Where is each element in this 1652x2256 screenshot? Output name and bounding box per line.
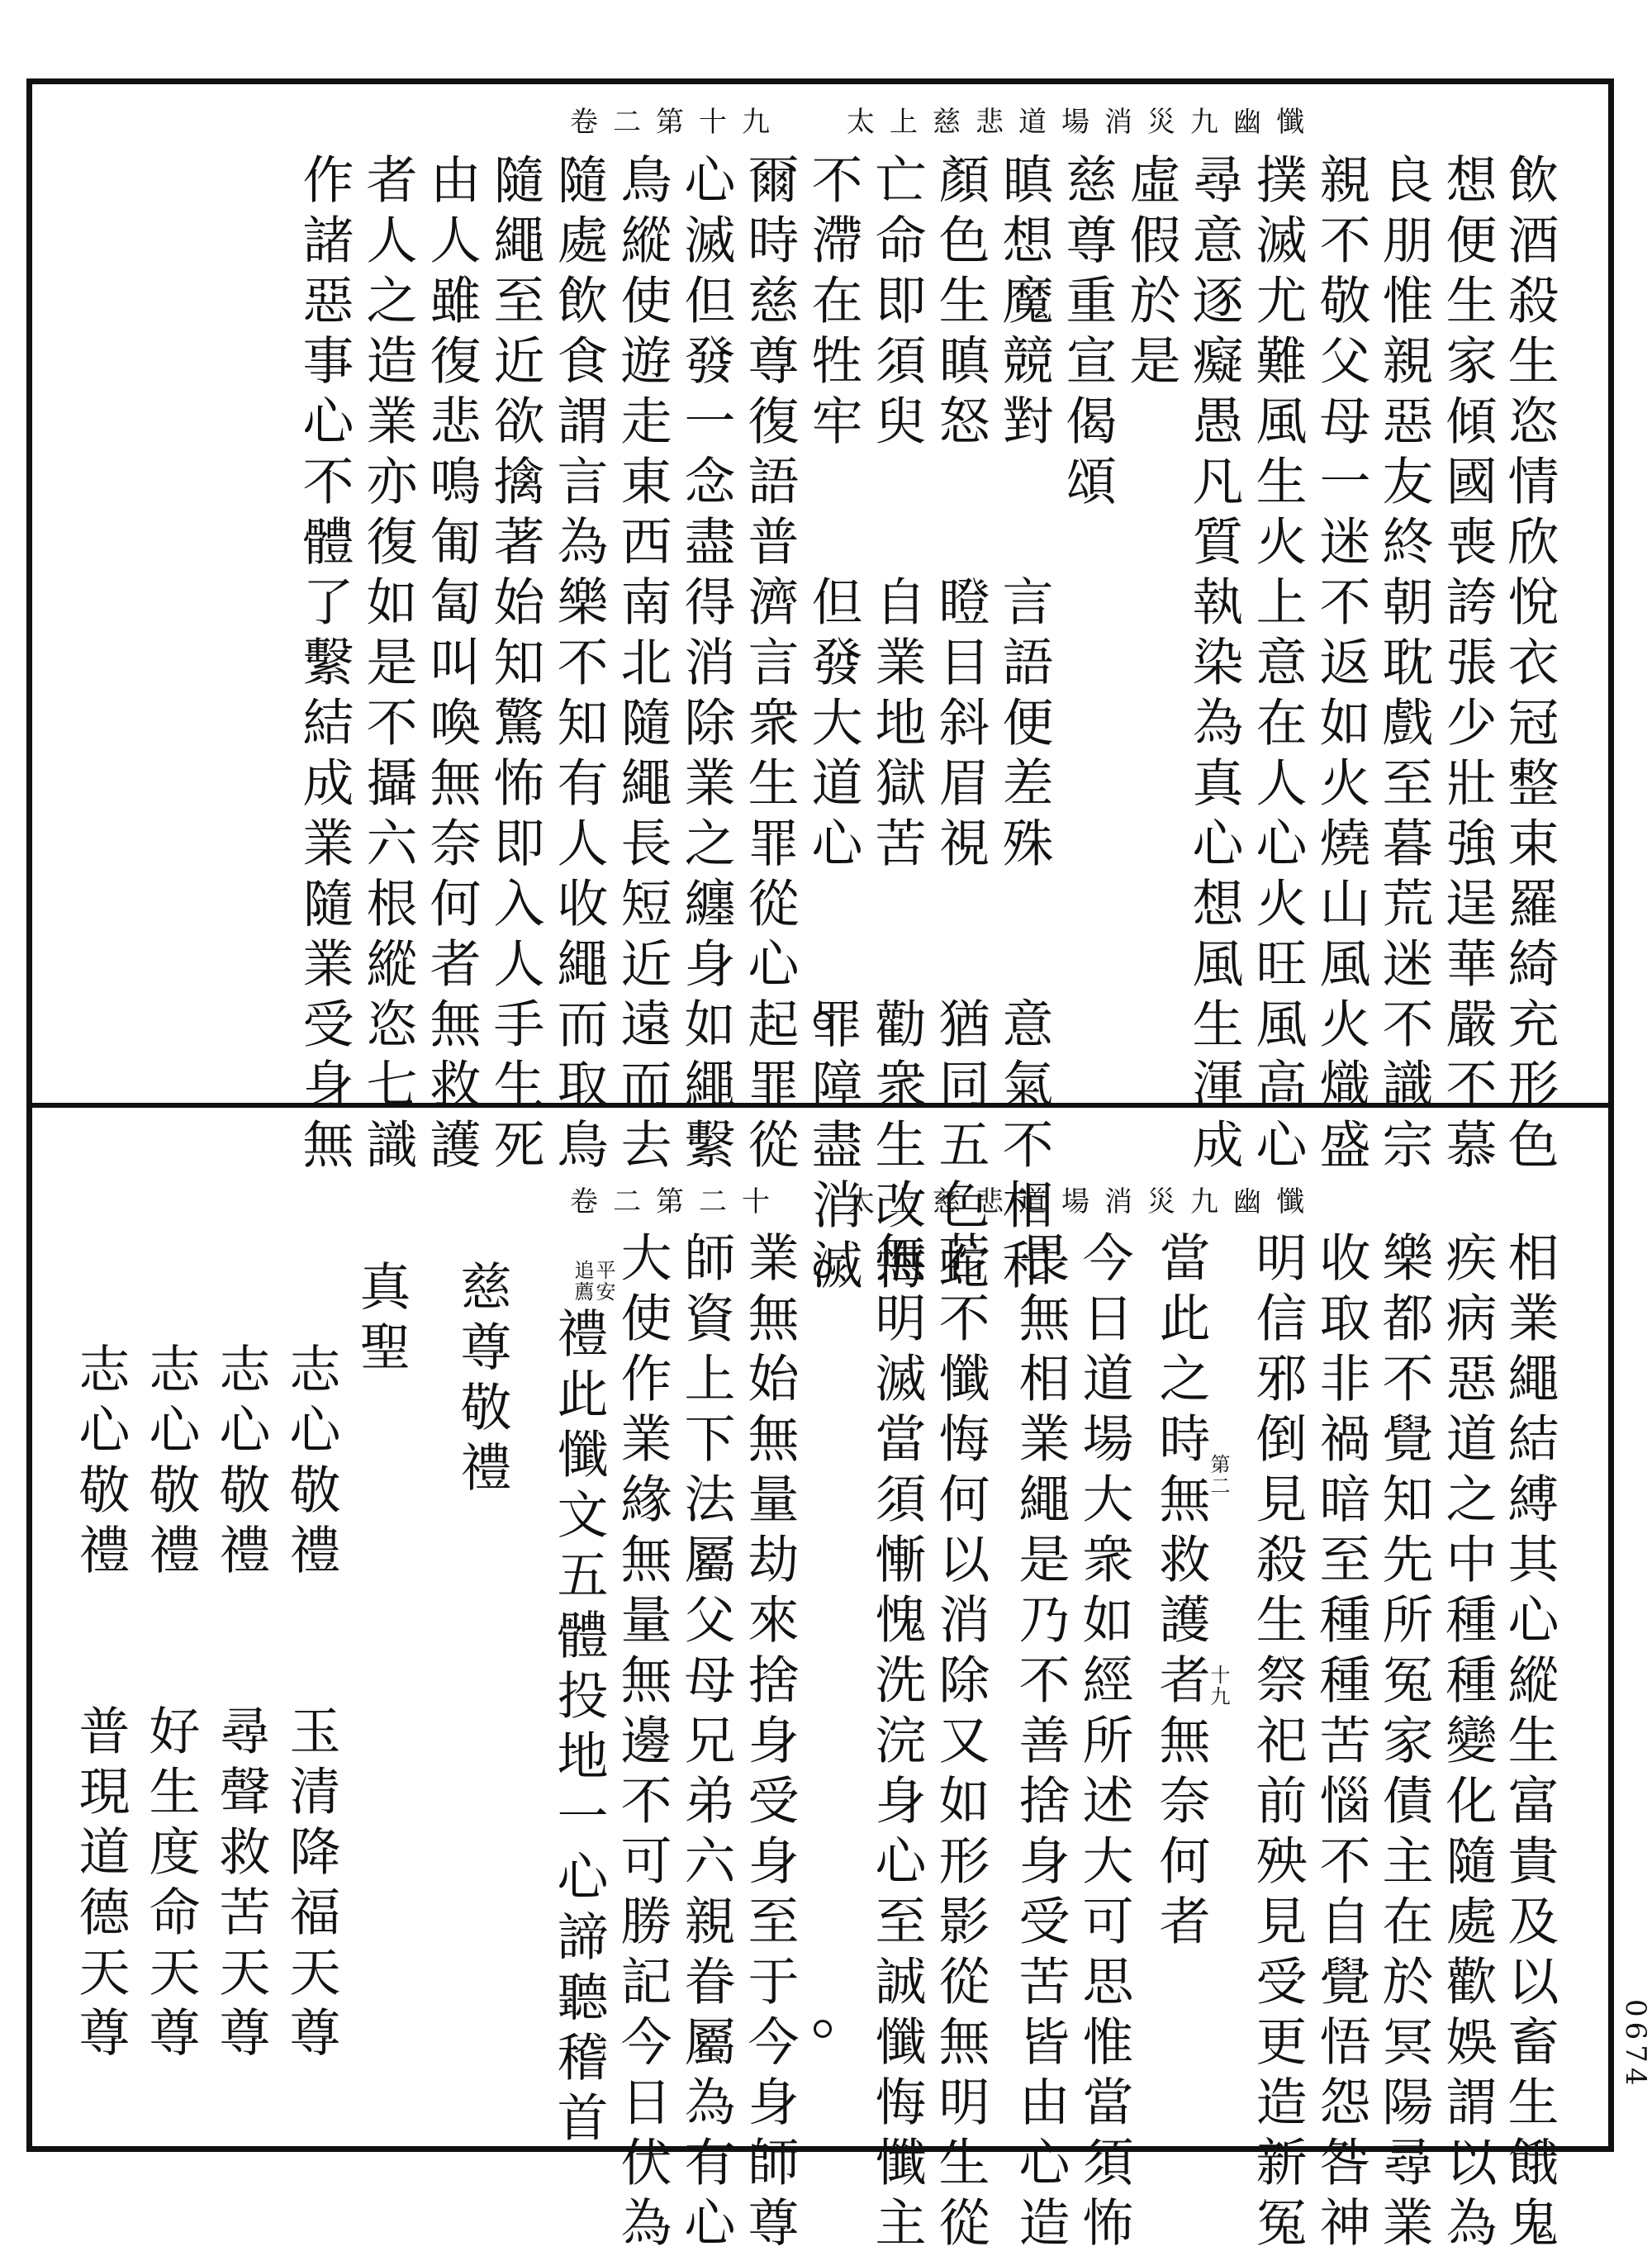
- top-col-14: 心滅但發一念盡得消除業之纏身如繩繫: [676, 153, 736, 1178]
- top-col-2: 想便生家傾國喪誇張少壯強逞華嚴不慕: [1437, 153, 1498, 1178]
- top-col-17: 隨繩至近欲擒著始知驚怖即入人手生死: [485, 153, 545, 1178]
- top-header-volume: 卷二第十九: [570, 106, 785, 139]
- bottom-col-7: 今日道場大衆如經所述大可思惟當須怖: [1074, 1231, 1134, 2256]
- bottom-col-9: 若不懺悔何以消除又如形影從無明生從: [930, 1231, 990, 2256]
- bottom-header-volume: 卷二第二十: [570, 1185, 785, 1218]
- section-mark: 第二: [1207, 1454, 1230, 1497]
- bottom-col-1: 相業繩結縛其心縱生富貴及以畜生餓鬼: [1499, 1231, 1559, 2256]
- bottom-col-15: 慈尊敬禮: [452, 1260, 512, 1501]
- bottom-col-6: 當此之時無救護者無奈何者: [1151, 1231, 1211, 1954]
- punctuation-circle-mark: [814, 1012, 832, 1030]
- top-header-title: 太上慈悲道場消災九幽懺: [847, 106, 1319, 139]
- small-note-a: 平安: [592, 1260, 615, 1303]
- bottom-col-20: 志心敬禮 普現道德天尊: [70, 1342, 131, 2066]
- top-col-11: 亡命即須臾 自業地獄苦 勸衆生改悔: [866, 153, 927, 1299]
- top-col-15: 鳥縱使遊走東西南北隨繩長短近遠而去: [612, 153, 672, 1178]
- top-col-20: 作諸惡事心不體了繫結成業隨業受身無: [294, 153, 354, 1178]
- bottom-header-title: 太上慈悲道場消災九幽懺: [847, 1185, 1319, 1218]
- bottom-col-2: 疾病惡道之中種種變化隨處歡娛謂以為: [1437, 1231, 1498, 2256]
- bottom-col-14: 禮此懺文五體投地一心諦聽稽首: [548, 1307, 609, 2151]
- bottom-col-3: 樂都不覺知先所冤家債主在於冥陽尋業: [1374, 1231, 1434, 2256]
- top-col-10: 顏色生瞋怒 瞪目斜眉視 猶同五色蛇: [930, 153, 990, 1299]
- bottom-col-12: 師資上下法屬父母兄弟六親眷屬為有心: [676, 1231, 736, 2256]
- top-col-5: 撲滅尤難風生火上意在人心火旺風高心: [1247, 153, 1308, 1178]
- bottom-col-4: 收取非禍暗至種種苦惱不自覺悟怨咎神: [1311, 1231, 1371, 2256]
- leaf-mark: 十九: [1207, 1665, 1230, 1707]
- bottom-col-19: 志心敬禮 好生度命天尊: [140, 1342, 201, 2066]
- bottom-col-5: 明信邪倒見殺生祭祀前殃見受更造新冤: [1247, 1231, 1308, 2256]
- top-col-12: 不滯在牲牢 但發大道心 罪障盡消滅: [803, 153, 863, 1299]
- top-col-7: 虛假於是: [1121, 153, 1181, 394]
- top-col-3: 良朋惟親惡友終朝耽戲至暮荒迷不識宗: [1374, 153, 1434, 1178]
- top-col-1: 飲酒殺生恣情欣悅衣冠整束羅綺充形色: [1499, 153, 1559, 1178]
- top-col-13: 爾時慈尊復語普濟言衆生罪從心起罪從: [739, 153, 800, 1178]
- top-col-9: 瞋想魔競對 言語便差殊 意氣不相和: [994, 153, 1054, 1299]
- top-col-6: 尋意逐癡愚凡質執染為真心想風生渾成: [1184, 153, 1244, 1178]
- page-number: 0674: [1619, 1999, 1652, 2091]
- bottom-col-13: 大使作業緣無量無邊不可勝記今日伏為: [612, 1231, 672, 2256]
- bottom-col-16: 真聖: [351, 1260, 411, 1380]
- bottom-col-8: 畏無相業繩是乃不善捨身受苦皆由心造: [1010, 1231, 1070, 2256]
- bottom-col-10: 無明滅當須慚愧洗浣身心至誠懺悔懺主: [866, 1231, 927, 2256]
- top-col-4: 親不敬父母一迷不返如火燒山風火熾盛: [1311, 153, 1371, 1178]
- bottom-col-18: 志心敬禮 尋聲救苦天尊: [211, 1342, 271, 2066]
- bottom-col-17: 志心敬禮 玉清降福天尊: [281, 1342, 341, 2066]
- bottom-col-11: 業無始無量劫來捨身受身至于今身師尊: [739, 1231, 800, 2256]
- punctuation-circle-mark: [814, 1260, 832, 1278]
- top-col-8: 慈尊重宣偈頌: [1057, 153, 1118, 515]
- top-col-18: 由人雖復悲鳴匍匐叫喚無奈何者無救護: [421, 153, 482, 1178]
- top-col-16: 隨處飲食謂言為樂不知有人收繩而取鳥: [548, 153, 609, 1178]
- top-col-19: 者人之造業亦復如是不攝六根縱恣七識: [358, 153, 418, 1178]
- punctuation-circle-mark: [814, 2020, 832, 2038]
- small-note-b: 追薦: [571, 1260, 594, 1303]
